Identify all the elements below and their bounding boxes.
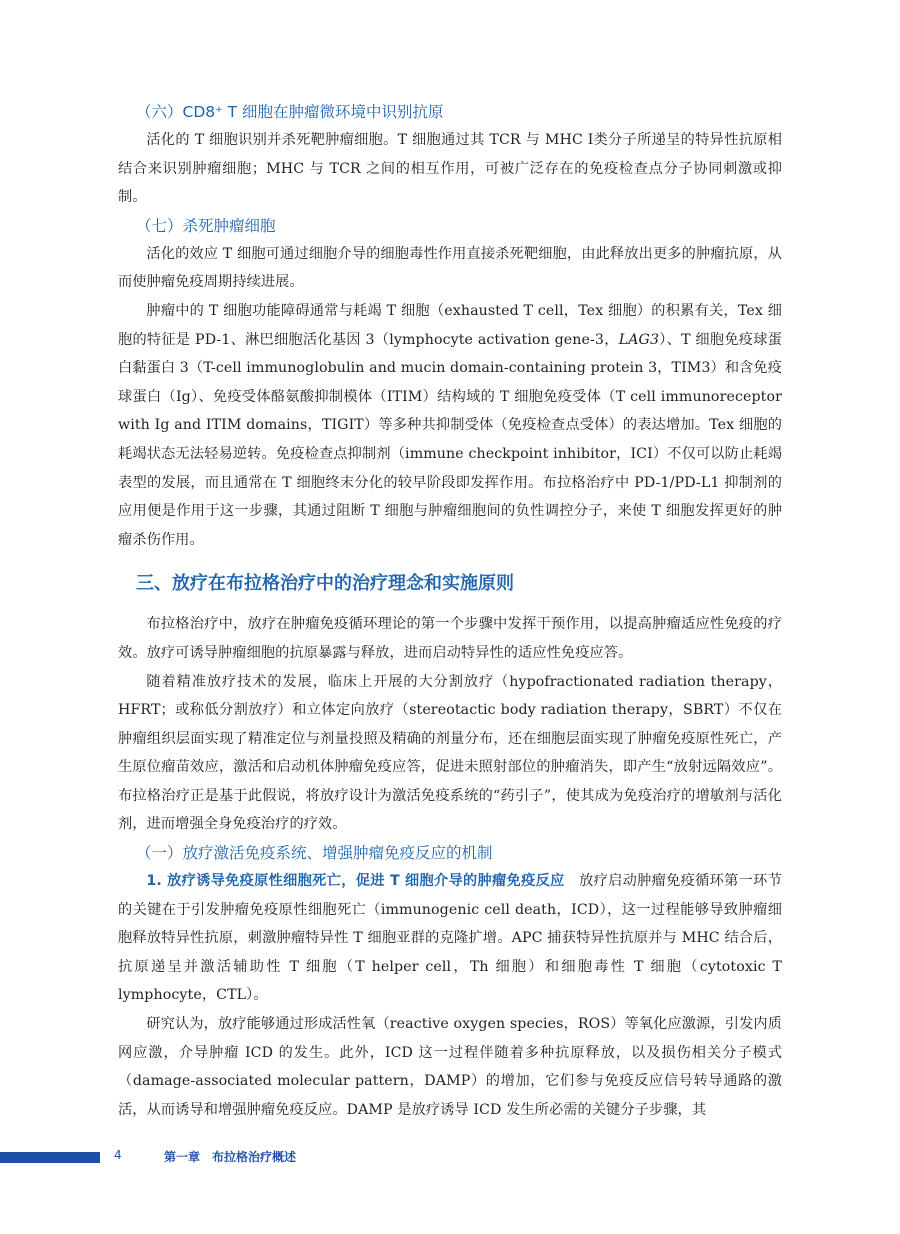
page-body (118, 98, 782, 1124)
section-6-heading-part2: T 细胞在肿瘤微环境中识别抗原 (227, 103, 444, 121)
subsection-1-paragraph-2: 研究认为，放疗能够通过形成活性氧（reactive oxygen species，ROS）等氧化应激源，引发内质网应激，介导肿瘤 ICD 的发生。此外，ICD 这一过程伴随着多种抗原释放，以及损伤相关分子模式（damage-associated molecular pattern，DAMP）的增加，它们参与免疫反应信号转导通路的激活，从而诱导和增强肿瘤免疫反应。DAMP 是放疗诱导 ICD 发生所必需的关键分子步骤，其 (118, 1016, 782, 1118)
section-6-heading-sup: + (215, 105, 223, 115)
subsection-1-heading: （一）放疗激活免疫系统、增强肿瘤免疫反应的机制 (136, 844, 493, 863)
section-6-paragraph: 活化的 T 细胞识别并杀死靶肿瘤细胞。T 细胞通过其 TCR 与 MHC Ⅰ类分子所递呈的特异性抗原相结合来识别肿瘤细胞；MHC 与 TCR 之间的相互作用，可被广泛存在的免疫检查点分子协同刺激或抑制。 (118, 132, 782, 206)
section-6-heading (118, 98, 782, 126)
section-7-paragraph-2-part1: 肿瘤中的 T 细胞功能障碍通常与耗竭 T 细胞（exhausted T cell，Tex 细胞）的积累有关，Tex 细胞的特征是 PD-1、淋巴细胞活化基因 3（lymphocyte activation gene-3， (118, 302, 782, 348)
section-7-paragraph-2-part2: ）、T 细胞免疫球蛋白黏蛋白 3（T-cell immunoglobulin and mucin domain-containing protein 3，TIM3）和含免疫球蛋白（Ig）、免疫受体酪氨酸抑制模体（ITIM）结构域的 T 细胞免疫受体（T cell immunoreceptor with Ig and ITIM domains，TIGIT）等多种共抑制受体（免疫检查点受体）的表达增加。Tex 细胞的耗竭状态无法轻易逆转。免疫检查点抑制剂（immune checkpoint inhibitor，ICI）不仅可以防止耗竭表型的发展，而且通常在 T 细胞终末分化的较早阶段即发挥作用。布拉格治疗中 PD-1/PD-L1 抑制剂的应用便是作用于这一步骤，其通过阻断 T 细胞与肿瘤细胞间的负性调控分子，来使 T 细胞发挥更好的肿瘤杀伤作用。 (118, 331, 782, 548)
footer-chapter-title: 第一章 布拉格治疗概述 (164, 1150, 297, 1164)
item-1-body: 放疗启动肿瘤免疫循环第一环节的关键在于引发肿瘤免疫原性细胞死亡（immunogenic cell death，ICD），这一过程能够导致肿瘤细胞释放特异性抗原，刺激肿瘤特异性 T 细胞亚群的克隆扩增。APC 捕获特异性抗原并与 MHC 结合后，抗原递呈并激活辅助性 T 细胞（T helper cell，Th 细胞）和细胞毒性 T 细胞（cytotoxic T lymphocyte，CTL）。 (118, 873, 782, 1004)
subsection-1-item-1 (118, 867, 782, 1010)
lag3-gene-name: LAG3 (618, 331, 660, 348)
part-3-paragraph-2: 随着精准放疗技术的发展，临床上开展的大分割放疗（hypofractionated radiation therapy，HFRT；或称低分割放疗）和立体定向放疗（stereotactic body radiation therapy，SBRT）不仅在肿瘤组织层面实现了精准定位与剂量投照及精确的剂量分布，还在细胞层面实现了肿瘤免疫原性死亡，产生原位瘤苗效应，激活和启动机体肿瘤免疫应答，促进未照射部位的肿瘤消失，即产生“放射远隔效应”。布拉格治疗正是基于此假说，将放疗设计为激活免疫系统的“药引子”，使其成为免疫治疗的增敏剂与活化剂，进而增强全身免疫治疗的疗效。 (118, 673, 782, 833)
section-7-paragraph-1: 活化的效应 T 细胞可通过细胞介导的细胞毒性作用直接杀死靶细胞，由此释放出更多的肿瘤抗原，从而使肿瘤免疫周期持续进展。 (118, 245, 782, 291)
footer-accent-bar (0, 1152, 100, 1163)
page-number: 4 (114, 1148, 122, 1162)
part-3-heading: 三、放疗在布拉格治疗中的治疗理念和实施原则 (136, 573, 514, 595)
part-3-paragraph-1: 布拉格治疗中，放疗在肿瘤免疫循环理论的第一个步骤中发挥干预作用，以提高肿瘤适应性免疫的疗效。放疗可诱导肿瘤细胞的抗原暴露与释放，进而启动特异性的适应性免疫应答。 (118, 616, 782, 661)
section-7-paragraph-2 (118, 297, 782, 554)
section-7-heading: （七）杀死肿瘤细胞 (136, 216, 276, 235)
section-6-heading-part1: （六）CD8 (136, 103, 216, 121)
item-1-heading: 1. 放疗诱导免疫原性细胞死亡，促进 T 细胞介导的肿瘤免疫反应 (146, 873, 565, 890)
